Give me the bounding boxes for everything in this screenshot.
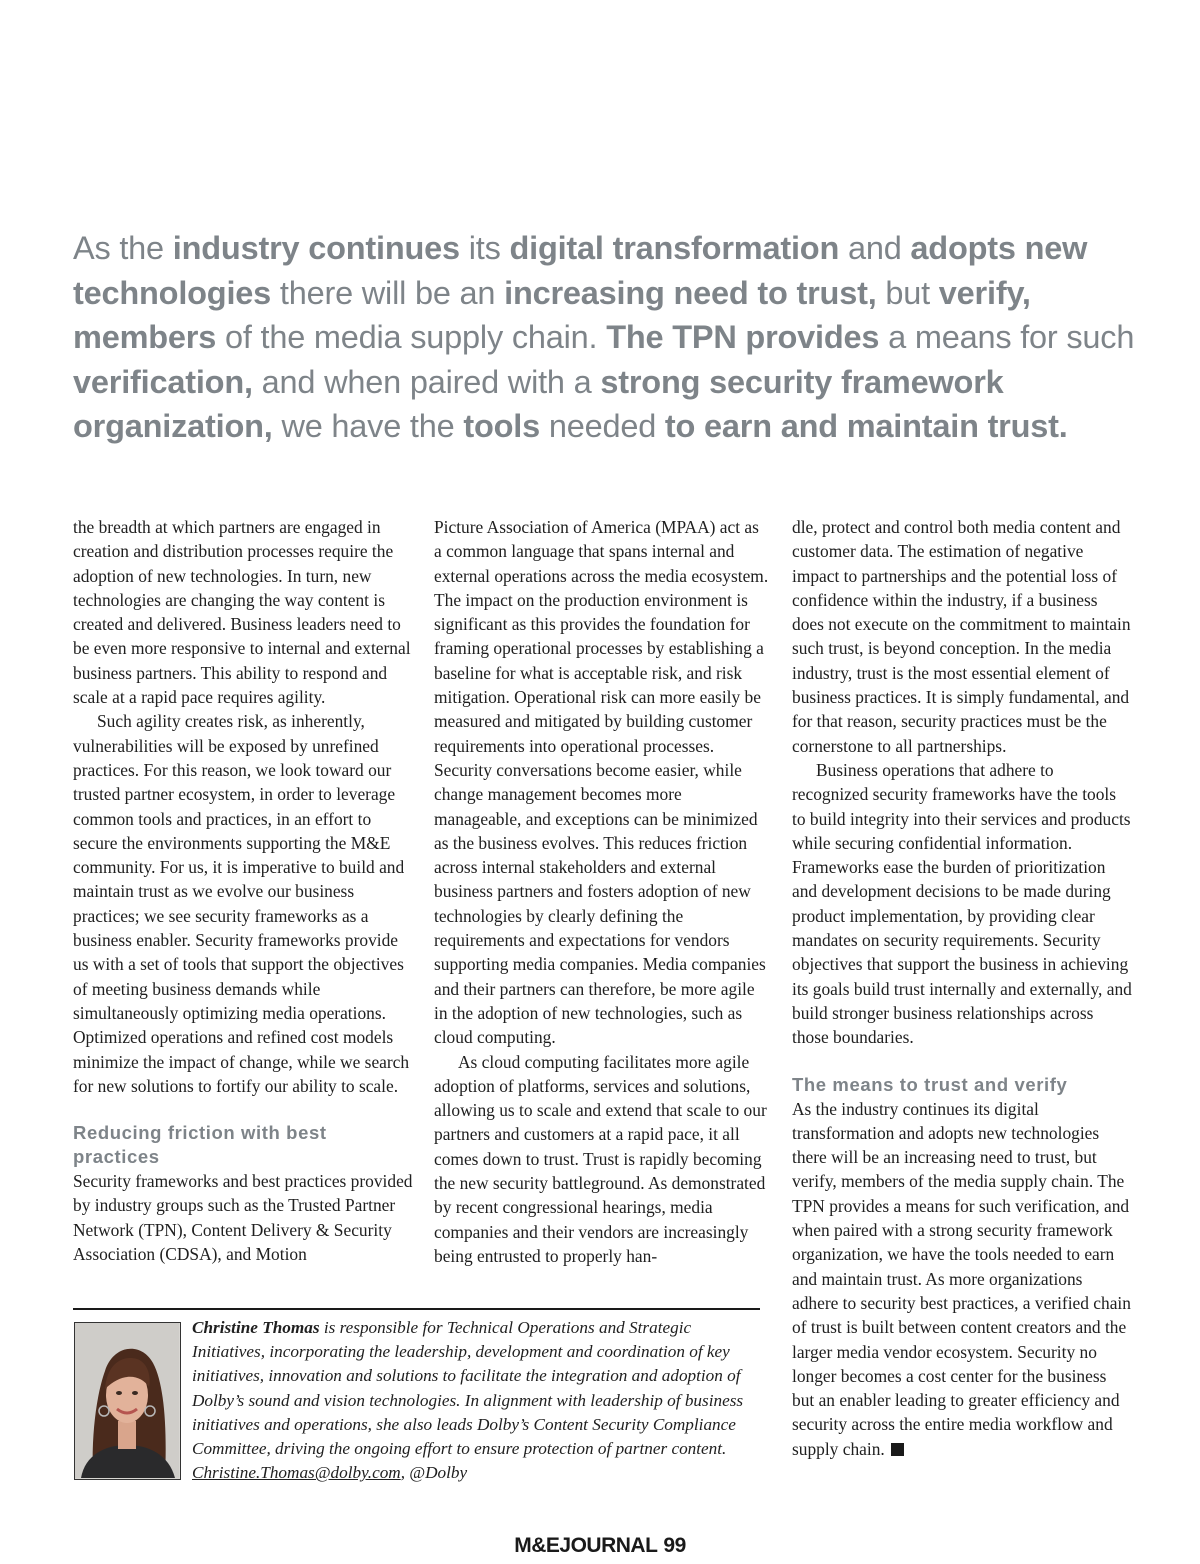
pull-quote-text: its: [459, 230, 510, 266]
body-paragraph: Such agility creates risk, as inherently, vulnerabilities will be exposed by unrefined practices. For this reason, we look toward our trusted partner ecosystem, in order to leverage common tools and practices, in an effort to secure the environments supporting the M&E community. For us, it is imperative to build and maintain trust as we evolve our business practices; we see security frameworks as a business enabler. Security frameworks provide us with a set of tools that support the objectives of meeting business demands while simultaneously optimizing media operations. Optimized operations and refined cost models minimize the impact of change, while we search for new solutions to fortify our ability to scale.: [73, 711, 410, 1096]
body-paragraph: [792, 1097, 1132, 1461]
body-paragraph: dle, protect and control both media content and customer data. The estimation of negative impact to partnerships and the potential loss of confidence within the industry, if a business does not execute on the commitment to maintain such trust, is beyond conception. In the media industry, trust is the most essential element of business practices. It is simply fundamental, and for that reason, security practices must be the cornerstone to all partnerships.: [792, 517, 1131, 756]
pull-quote-text: needed: [539, 408, 665, 444]
body-paragraph: Picture Association of America (MPAA) act as a common language that spans internal and external operations across the media ecosystem. The impact on the production environment is significant as this provides the foundation for framing operational processes by establishing a baseline for what is acceptable risk, and risk mitigation. Operational risk can more easily be measured and mitigated by building customer requirements into operational processes. Security conversations become easier, while change management becomes more manageable, and exceptions can be minimized as the business evolves. This reduces friction across internal stakeholders and external business partners and fosters adoption of new technologies by clearly defining the requirements and expectations for vendors supporting media companies. Media companies and their partners can therefore, be more agile in the adoption of new technologies, such as cloud computing.: [434, 517, 769, 1048]
section-subhead: Reducing friction with best practices: [73, 1122, 327, 1168]
pull-quote-text: we have the: [272, 408, 464, 444]
pull-quote-text: of the media supply chain.: [216, 319, 607, 355]
author-photo: [74, 1322, 181, 1480]
pull-quote-emphasis: strong security framework organization,: [73, 363, 1004, 444]
page-number: 99: [663, 1534, 686, 1557]
end-of-article-mark: [891, 1443, 904, 1456]
author-social-handle: , @Dolby: [400, 1463, 468, 1483]
author-portrait-image: [75, 1323, 179, 1478]
article-column-3: [792, 515, 1132, 1461]
author-email-link[interactable]: Christine.Thomas@dolby.com: [192, 1463, 401, 1483]
article-column-1: [73, 515, 413, 1266]
body-paragraph: Security frameworks and best practices provided by industry groups such as the Trusted Partner Network (TPN), Content Delivery & Security Association (CDSA), and Motion: [73, 1171, 413, 1265]
pull-quote-emphasis: verification,: [73, 363, 253, 400]
author-name: Christine Thomas: [192, 1318, 320, 1337]
pull-quote-emphasis: to earn and maintain trust.: [664, 408, 1068, 444]
pull-quote-emphasis: tools: [463, 408, 540, 444]
pull-quote-text: but: [876, 274, 939, 311]
closing-paragraph-text: As the industry continues its digital transformation and adopts new technologies there will be an increasing need to trust, but verify, members of the media supply chain. The TPN provides a means for such verification, and when paired with a strong security framework organization, we have the tools needed to earn and maintain trust. As more organizations adhere to security best practices, a verified chain of trust is built between content creators and the larger media vendor ecosystem. Security no longer becomes a cost center for the business but an enabler leading to greater efficiency and security across the entire media workflow and supply chain.: [792, 1098, 1131, 1459]
author-bio: [192, 1316, 762, 1485]
page-footer: [0, 1534, 1200, 1558]
body-paragraph: Business operations that adhere to recognized security frameworks have the tools to build integrity into their services and products while securing confidential information. Frameworks ease the burden of prioritization and development decisions to be made during product implementation, by providing clear mandates on security requirements. Security objectives that support the business in achieving its goals build trust internally and externally, and build stronger business relationships across those boundaries.: [792, 759, 1132, 1048]
body-paragraph: the breadth at which partners are engaged in creation and distribution processes require the adoption of new technologies. In turn, new technologies are changing the way content is created and delivered. Business leaders need to be even more responsive to internal and external business partners. This ability to respond and scale at a rapid pace requires agility.: [73, 517, 411, 708]
pull-quote-emphasis: increasing need to trust,: [504, 274, 877, 311]
pull-quote: [73, 226, 1143, 449]
body-paragraph: As cloud computing facilitates more agile adoption of platforms, services and solutions, allowing us to scale and extend that scale to our partners and customers at a rapid pace, it all comes down to trust. Trust is rapidly becoming the new security battleground. As demonstrated by recent congressional hearings, media companies and their vendors are increasingly being entrusted to properly han-: [434, 1051, 767, 1266]
pull-quote-emphasis: The TPN provides: [606, 319, 880, 355]
article-column-2: [434, 515, 770, 1268]
pull-quote-text: there will be an: [271, 274, 505, 311]
pull-quote-emphasis: industry continues: [172, 230, 460, 266]
pull-quote-text: and when paired with a: [252, 363, 601, 400]
pull-quote-emphasis: verify, members: [73, 274, 1031, 355]
pull-quote-emphasis: digital transformation: [509, 230, 840, 266]
section-subhead: The means to trust and verify: [792, 1073, 1068, 1095]
pull-quote-emphasis: adopts new technologies: [73, 230, 1088, 311]
pull-quote-text: As the: [73, 230, 173, 266]
pull-quote-text: and: [839, 230, 911, 266]
author-bio-text: is responsible for Technical Operations and Strategic Initiatives, incorporating the leadership, development and coordination of key initiatives, innovation and solutions to facilitate the integration and adoption of Dolby’s sound and vision technologies. In alignment with leadership of business initiatives and operations, she also leads Dolby’s Content Security Compliance Committee, driving the ongoing effort to ensure protection of partner content.: [192, 1318, 744, 1459]
journal-name: M&EJOURNAL: [514, 1534, 658, 1557]
pull-quote-text: a means for such: [879, 319, 1135, 355]
bio-divider-rule: [73, 1308, 760, 1310]
